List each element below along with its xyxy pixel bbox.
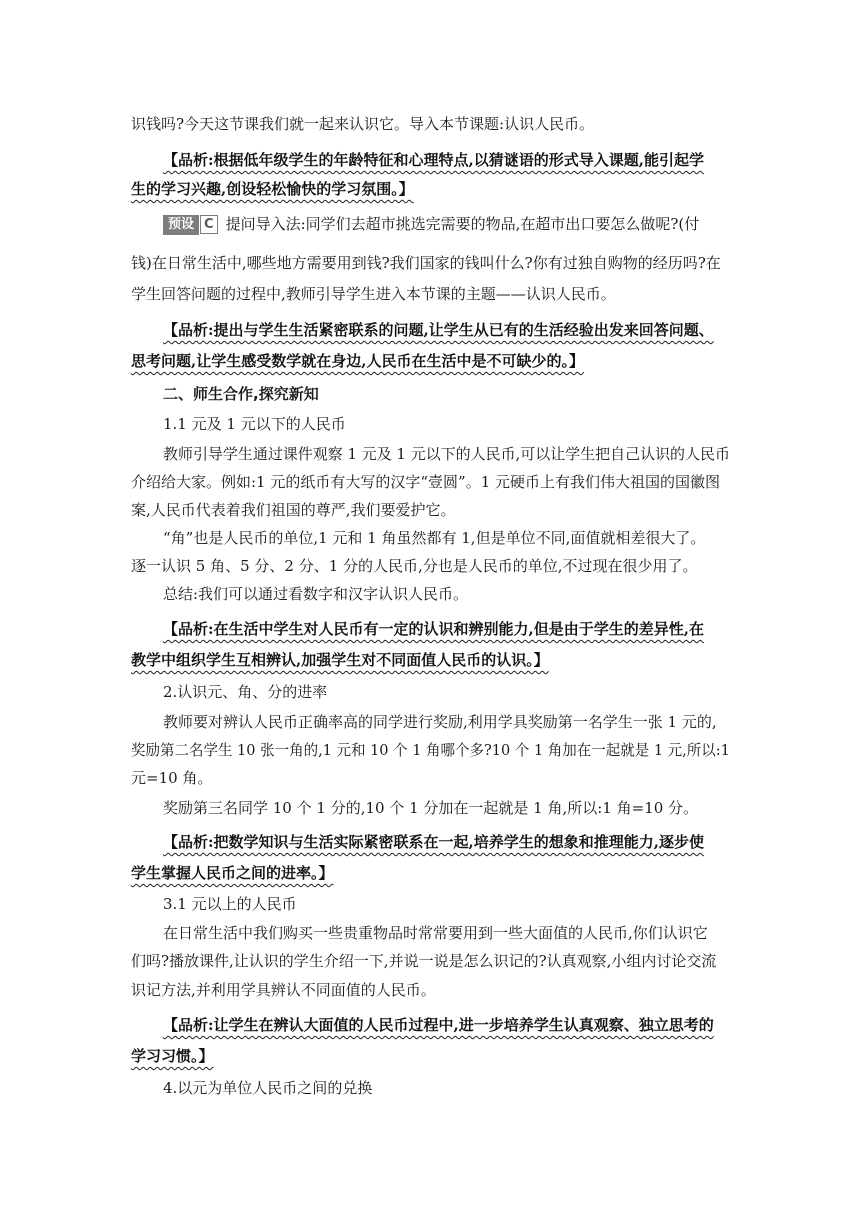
preset-badge — [163, 215, 218, 235]
analysis-line: 【品析:让学生在辨认大面值的人民币过程中,进一步培养学生认真观察、独立思考的 — [163, 1016, 714, 1034]
subsection-title: 4.以元为单位人民币之间的兑换 — [163, 1079, 373, 1097]
preset-text-line: 提问导入法:同学们去超市挑选完需要的物品,在超市出口要怎么做呢?(付 — [225, 215, 700, 233]
subsection-title: 3.1 元以上的人民币 — [163, 895, 297, 913]
section-heading: 二、师生合作,探究新知 — [163, 385, 319, 403]
subsection-title: 1.1 元及 1 元以下的人民币 — [163, 415, 346, 433]
paragraph-line: 元=10 角。 — [131, 769, 213, 787]
preset-badge-word: 预设 — [163, 215, 199, 235]
summary-line: 总结:我们可以通过看数字和汉字认识人民币。 — [163, 585, 469, 603]
paragraph-line: 教师要对辨认人民币正确率高的同学进行奖励,利用学具奖励第一名学生一张 1 元的, — [163, 713, 717, 731]
paragraph-line: “角”也是人民币的单位,1 元和 1 角虽然都有 1,但是单位不同,面值就相差很大了。 — [163, 529, 706, 547]
intro-text: 识钱吗?今天这节课我们就一起来认识它。导入本节课题:认识人民币。 — [131, 115, 595, 133]
paragraph-line: 在日常生活中我们购买一些贵重物品时常常要用到一些大面值的人民币,你们认识它 — [163, 924, 708, 942]
preset-text-line: 钱)在日常生活中,哪些地方需要用到钱?我们国家的钱叫什么?你有过独自购物的经历吗?在 — [131, 254, 721, 272]
analysis-line: 生的学习兴趣,创设轻松愉快的学习氛围。】 — [131, 180, 414, 198]
subsection-title: 2.认识元、角、分的进率 — [163, 683, 328, 701]
analysis-line: 【品析:把数学知识与生活实际紧密联系在一起,培养学生的想象和推理能力,逐步使 — [163, 833, 704, 851]
paragraph-line: 案,人民币代表着我们祖国的尊严,我们要爱护它。 — [131, 501, 456, 519]
paragraph-line: 教师引导学生通过课件观察 1 元及 1 元以下的人民币,可以让学生把自己认识的人民币 — [163, 445, 730, 463]
analysis-line: 教学中组织学生互相辨认,加强学生对不同面值人民币的认识。】 — [131, 651, 549, 669]
preset-text-line: 学生回答问题的过程中,教师引导学生进入本节课的主题——认识人民币。 — [131, 285, 616, 303]
analysis-line: 【品析:根据低年级学生的年龄特征和心理特点,以猜谜语的形式导入课题,能引起学 — [163, 151, 704, 169]
paragraph-line: 奖励第二名学生 10 张一角的,1 元和 10 个 1 角哪个多?10 个 1 角加在一起就是 1 元,所以:1 — [131, 741, 730, 759]
paragraph-line: 奖励第三名同学 10 个 1 分的,10 个 1 分加在一起就是 1 角,所以:1 角=10 分。 — [163, 799, 699, 817]
analysis-line: 【品析:提出与学生生活紧密联系的问题,让学生从已有的生活经验出发来回答问题、 — [163, 321, 714, 339]
paragraph-line: 介绍给大家。例如:1 元的纸币有大写的汉字“壹圆”。1 元硬币上有我们伟大祖国的国徽图 — [131, 473, 721, 491]
preset-badge-letter: C — [200, 215, 218, 234]
paragraph-line: 识记方法,并利用学具辨认不同面值的人民币。 — [131, 981, 436, 999]
paragraph-line: 们吗?播放课件,让认识的学生介绍一下,并说一说是怎么识记的?认真观察,小组内讨论交流 — [131, 952, 717, 970]
analysis-line: 学习习惯。】 — [131, 1047, 214, 1065]
analysis-line: 思考问题,让学生感受数学就在身边,人民币在生活中是不可缺少的。】 — [131, 352, 584, 370]
paragraph-line: 逐一认识 5 角、5 分、2 分、1 分的人民币,分也是人民币的单位,不过现在很少用了。 — [131, 557, 698, 575]
analysis-line: 学生掌握人民币之间的进率。】 — [131, 864, 334, 882]
analysis-line: 【品析:在生活中学生对人民币有一定的认识和辨别能力,但是由于学生的差异性,在 — [163, 620, 704, 638]
